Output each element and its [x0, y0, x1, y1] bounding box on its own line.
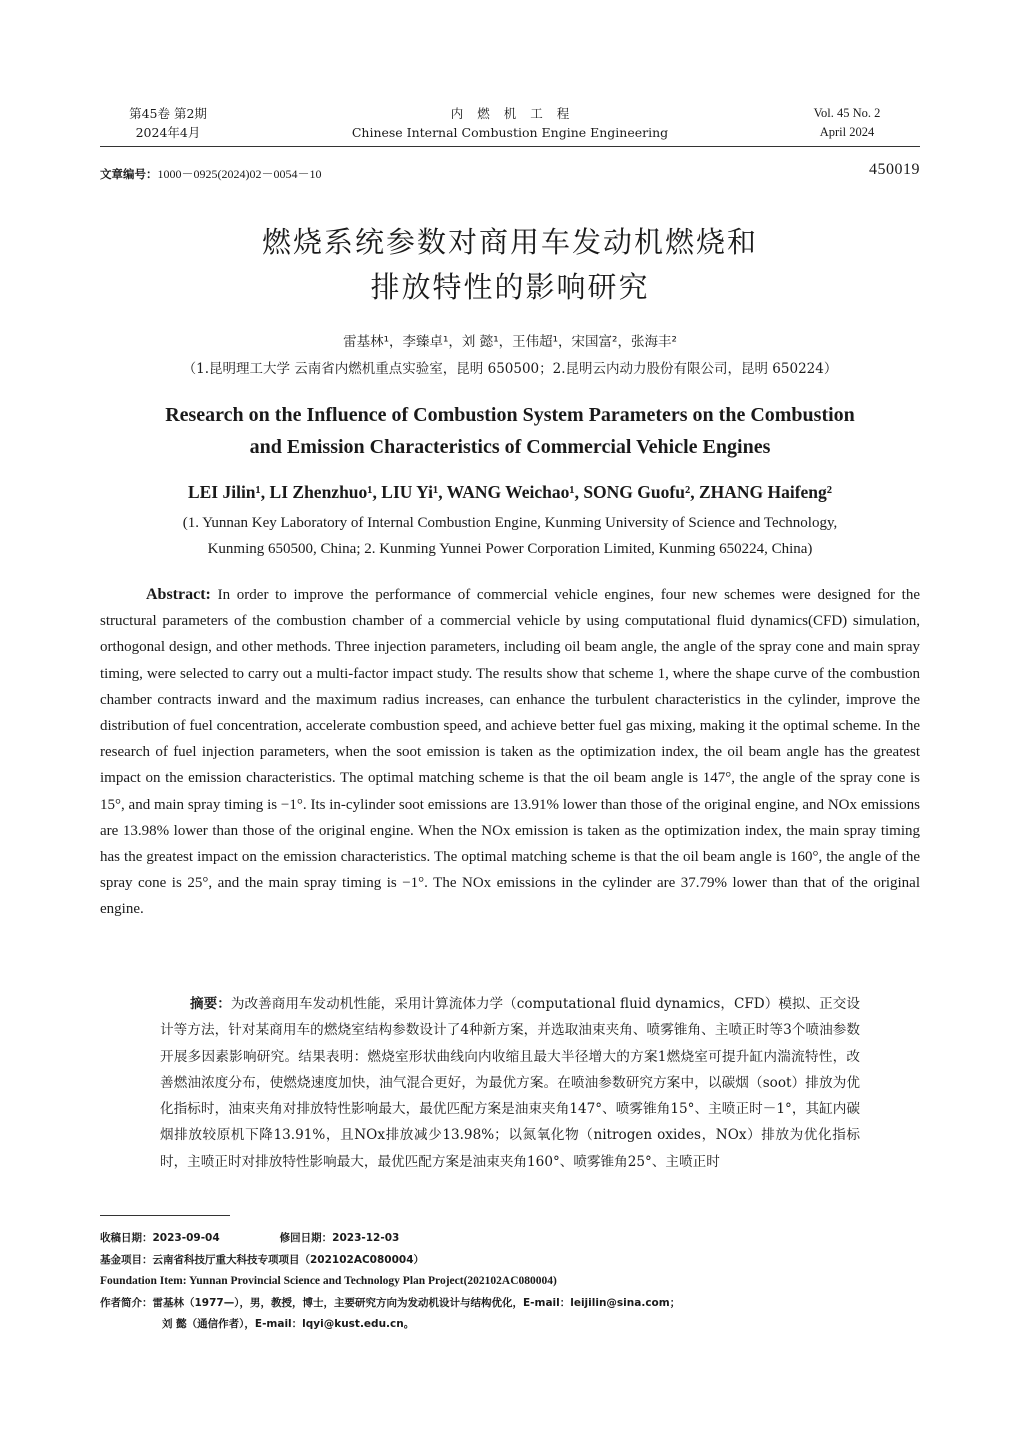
article-number [100, 165, 322, 182]
received-label: 收稿日期： [100, 1232, 153, 1244]
article-number-label: 文章编号： [100, 167, 158, 181]
fund-line [100, 1250, 920, 1272]
foundation-line [100, 1271, 920, 1293]
abstract-en [100, 582, 920, 923]
title-cn [100, 220, 920, 310]
title-cn-line1: 燃烧系统参数对商用车发动机燃烧和 [261, 225, 758, 259]
foundation-value: Yunnan Provincial Science and Technology Plan Project(202102AC080004) [189, 1275, 557, 1287]
abstract-cn [160, 991, 860, 1175]
fund-value: 云南省科技厅重大科技专项项目（202102AC080004） [152, 1253, 425, 1266]
clc-code: 450019 [869, 161, 920, 178]
author-bio-value: 雷基林（1977—），男，教授，博士，主要研究方向为发动机设计与结构优化，E-mail：leijilin@sina.com； [152, 1296, 681, 1309]
title-en-line1: Research on the Influence of Combustion System Parameters on the Combustion [165, 404, 855, 426]
authors-cn: 雷基林¹，李臻卓¹，刘 懿¹，王伟超¹，宋国富²，张海丰² [343, 334, 677, 350]
volume-issue-en: Vol. 45 No. 2 [813, 106, 881, 120]
issue-date-cn: 2024年4月 [135, 125, 201, 140]
footnotes [100, 1228, 920, 1336]
corresponding-author-value: 刘 懿（通信作者），E-mail：lqyi@kust.edu.cn。 [162, 1318, 415, 1330]
article-number-value: 1000－0925(2024)02－0054－10 [157, 167, 322, 181]
journal-name-cn: 内燃机工程 [450, 106, 584, 121]
title-en [100, 399, 920, 463]
revised-date: 2023-12-03 [332, 1232, 400, 1244]
received-date: 2023-09-04 [152, 1232, 220, 1244]
foundation-label: Foundation Item: [100, 1275, 187, 1287]
affiliation-en-line2: Kunming 650500, China; 2. Kunming Yunnei Power Corporation Limited, Kunming 650224, China) [207, 541, 813, 557]
author-bio-line [100, 1293, 920, 1315]
journal-name [330, 104, 690, 142]
affiliation-en [100, 510, 920, 562]
dates-line [100, 1228, 920, 1250]
affiliation-cn: （1.昆明理工大学 云南省内燃机重点实验室，昆明 650500；2.昆明云内动力股份有限公司，昆明 650224） [182, 361, 838, 377]
journal-volume-en [792, 104, 902, 142]
revised-label: 修回日期： [279, 1232, 333, 1244]
abstract-en-text: In order to improve the performance of commercial vehicle engines, four new schemes were designed for the structural parameters of the combustion chamber of a commercial vehicle by using computational fluid dynamics(CFD) simulation, orthogonal design, and other methods. Three injection parameters, including oil beam angle, the angle of the spray cone and main spray timing, were selected to carry out a multi-factor impact study. The results show that scheme 1, where the shape curve of the combustion chamber contracts inward and the maximum radius increases, can enhance the turbulent characteristics in the cylinder, improve the distribution of fuel concentration, accelerate combustion speed, and achieve better fuel gas mixing, making it the optimal scheme. In the research of fuel injection parameters, when the soot emission is taken as the optimization index, the oil beam angle has the greatest impact on the emission characteristics. The optimal matching scheme is that the oil beam angle is 147°, the angle of the spray cone is 15°, and main spray timing is −1°. Its in-cylinder soot emissions are 13.91% lower than those of the original engine, and NOx emissions are 13.98% lower than those of the original engine. When the NOx emission is taken as the optimization index, the main spray timing has the greatest impact on the emission characteristics. The optimal matching scheme is that the oil beam angle is 160°, the angle of the spray cone is 25°, and the main spray timing is −1°. The NOx emissions in the cylinder are 37.79% lower than that of the original engine. [100, 587, 921, 918]
corresponding-author-line [100, 1314, 920, 1336]
affiliation-en-line1: (1. Yunnan Key Laboratory of Internal Combustion Engine, Kunming University of Science and Technology, [182, 515, 838, 531]
abstract-cn-label: 摘要： [190, 996, 231, 1012]
abstract-en-label: Abstract: [146, 586, 211, 603]
footnote-rule [100, 1215, 230, 1216]
fund-label: 基金项目： [100, 1253, 153, 1266]
volume-issue-cn: 第45卷 第2期 [129, 106, 207, 121]
author-bio-label: 作者简介： [100, 1296, 153, 1309]
issue-date-en: April 2024 [819, 125, 875, 139]
abstract-cn-text: 为改善商用车发动机性能，采用计算流体力学（computational fluid dynamics，CFD）模拟、正交设计等方法，针对某商用车的燃烧室结构参数设计了4种新方案，并选取油束夹角、喷雾锥角、主喷正时等3个喷油参数开展多因素影响研究。结果表明：燃烧室形状曲线向内收缩且最大半径增大的方案1燃烧室可提升缸内湍流特性，改善燃油浓度分布，使燃烧速度加快，油气混合更好，为最优方案。在喷油参数研究方案中，以碳烟（soot）排放为优化指标时，油束夹角对排放特性影响最大，最优匹配方案是油束夹角147°、喷雾锥角15°、主喷正时－1°，其缸内碳烟排放较原机下降13.91%，且NOx排放减少13.98%；以氮氧化物（nitrogen oxides，NOx）排放为优化指标时，主喷正时对排放特性影响最大，最优匹配方案是油束夹角160°、喷雾锥角25°、主喷正时 [160, 996, 861, 1170]
authors-en: LEI Jilin¹, LI Zhenzhuo¹, LIU Yi¹, WANG Weichao¹, SONG Guofu², ZHANG Haifeng² [187, 482, 833, 502]
header-rule [100, 146, 920, 147]
title-en-line2: and Emission Characteristics of Commercial Vehicle Engines [249, 436, 771, 458]
journal-volume-issue [118, 104, 218, 142]
title-cn-line2: 排放特性的影响研究 [370, 270, 650, 304]
journal-name-en: Chinese Internal Combustion Engine Engineering [351, 125, 669, 140]
